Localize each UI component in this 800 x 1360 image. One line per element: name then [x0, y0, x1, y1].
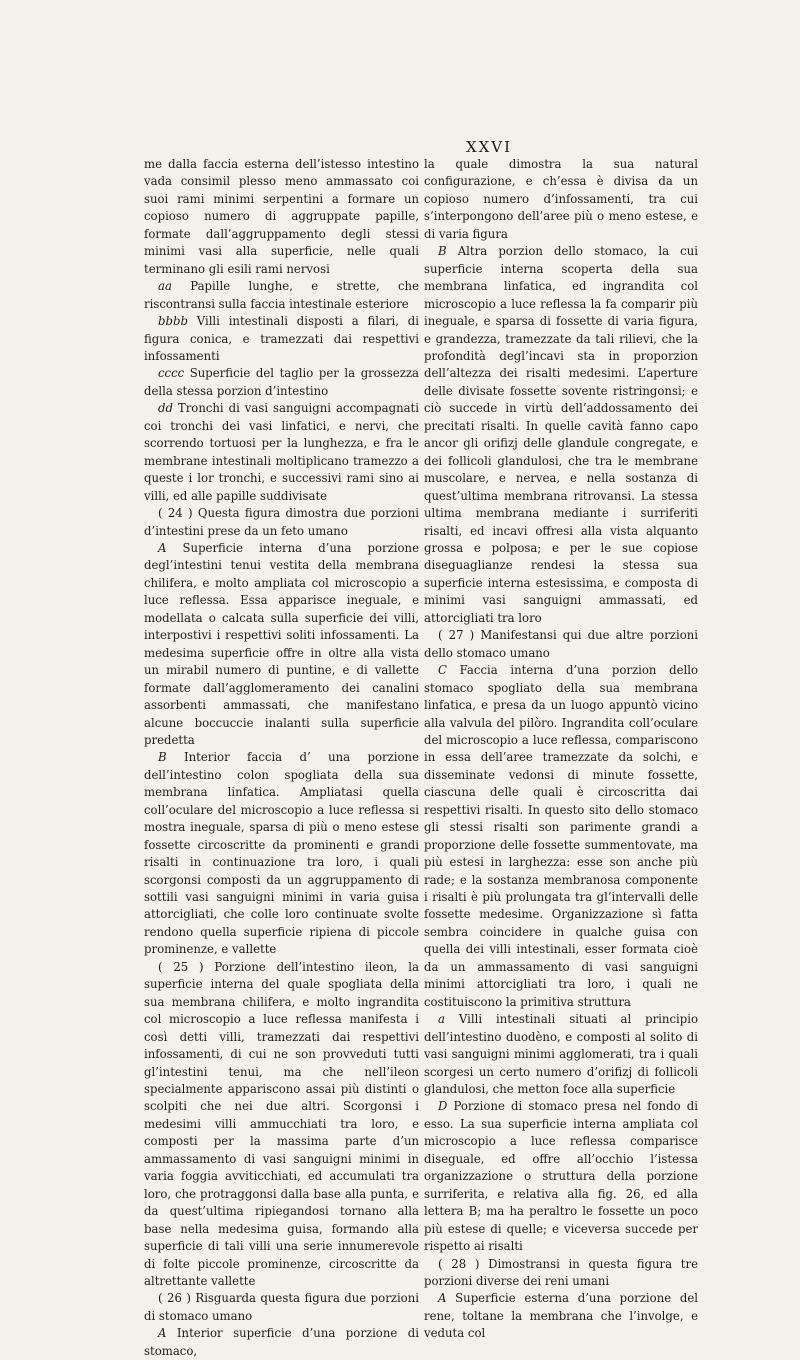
figure-letter: B	[438, 244, 447, 259]
paragraph-text: Tronchi di vasi sanguigni accompagnati coi tronchi dei vasi linfatici, e nervi, che scorrendo tortuosi per la lunghezza, e fra le membrane intestinali moltiplicano tramezzo a queste i lor tronchi, e successivi rami sino ai villi, ed alle papille suddivisate	[144, 401, 419, 503]
paragraph-text: Superficie esterna d’una porzione del rene, toltane la membrana che l’involge, e veduta col	[424, 1291, 698, 1341]
figure-letter: B	[158, 750, 167, 765]
left-column	[144, 156, 419, 1360]
paragraph	[144, 1325, 419, 1360]
paragraph	[424, 1098, 698, 1255]
paragraph	[144, 400, 419, 505]
paragraph-text: Interior faccia d’ una porzione dell’intestino colon spogliata della sua membrana linfatica. Ampliatasi quella coll’oculare del microscopio a luce reflessa si mostra ineguale, sparsa di più o meno estese fossette circoscritte da prominenti e grandi risalti in continuazione tra loro, i quali scorgonsi composti da un aggruppamento di sottili vasi sanguigni minimi in varia guisa attorcigliati, che colle loro continuate svolte rendono quella superficie ripiena di piccole prominenze, e vallette	[144, 750, 419, 957]
paragraph	[424, 1290, 698, 1342]
paragraph	[144, 540, 419, 749]
figure-letter: a	[438, 1012, 445, 1027]
paragraph	[424, 156, 698, 243]
paragraph-text: Porzione di stomaco presa nel fondo di esso. La sua superficie interna ampliata col microscopio a luce reflessa comparisce diseguale, ed offre all’occhio l’istessa organizzazione o struttura della porzione surriferita, e relativa alla fig. 26, ed alla lettera B; ma ha peraltro le fossette un poco più estese di quelle; e viceversa succede per rispetto ai risalti	[424, 1099, 698, 1254]
page-number: XXVI	[465, 138, 513, 156]
figure-letter: C	[438, 663, 447, 678]
figure-letter: A	[438, 1291, 447, 1306]
paragraph	[144, 313, 419, 365]
figure-letter: A	[158, 540, 167, 555]
paragraph-text: Superficie del taglio per la grossezza della stessa porzion d’intestino	[144, 366, 419, 398]
paragraph-text: la quale dimostra la sua natural configurazione, e ch’essa è divisa da un copioso numero d’infossamenti, tra cui s’interpongono dell’aree più o meno estese, e di varia figura	[424, 157, 698, 241]
paragraph	[144, 749, 419, 958]
figure-letter: D	[438, 1099, 448, 1114]
paragraph-text: Papille lunghe, e strette, che riscontransi sulla faccia intestinale esteriore	[144, 279, 419, 311]
figure-letter: dd	[158, 401, 173, 416]
paragraph-text: ( 28 ) Dimostransi in questa figura tre porzioni diverse dei reni umani	[424, 1256, 698, 1288]
paragraph-text: ( 25 ) Porzione dell’intestino ileon, la superficie interna del quale spogliata della sua membrana chilifera, e molto ingrandita col microscopio a luce reflessa manifesta i così detti villi, tramezzati dai respettivi infossamenti, di cui ne son provveduti tutti gl’intestini tenui, ma che nell’ileon specialmente appariscono assai più distinti o scolpiti che nei due altri. Scorgonsi i medesimi villi ammucchiati tra loro, e composti per la massima parte d’un ammassamento di vasi sanguigni minimi in varia foggia avviticchiati, ed accumulati tra loro, che protraggonsi dalla base alla punta, e da quest’ultima ripiegandosi tornano alla base nella medesima guisa, formando alla superficie di tali villi una serie innumerevole di folte piccole prominenze, circoscritte da altrettante vallette	[144, 959, 419, 1288]
paragraph-text: Faccia interna d’una porzion dello stomaco spogliato della sua membrana linfatica, e presa da un luogo appuntò vicino alla valvula del pilòro. Ingrandita coll’oculare del microscopio a luce reflessa, compariscono in essa dell’aree tramezzate da solchi, e disseminate vedonsi di minute fossette, ciascuna delle quali è circoscritta dai respettivi risalti. In questo sito dello stomaco gli stessi risalti son parimente grandi a proporzione delle fossette summentovate, ma più estesi in larghezza: esse son anche più rade; e la sostanza membranosa componente i risalti è più prolungata tra gl’intervalli delle fossette medesime. Organizzazione sì fatta sembra coincidere in qualche guisa con quella dei villi intestinali, esser formata cioè da un ammassamento di vasi sanguigni minimi attorcigliati tra loro, i quali ne costituiscono la primitiva struttura	[424, 663, 698, 1009]
paragraph-text: me dalla faccia esterna dell’istesso intestino vada consimil plesso meno ammassato coi suoi rami minimi serpentini a formare un copioso numero di aggruppate papille, formate dall’aggruppamento degli stessi minimi vasi alla superficie, nelle quali terminano gli esili rami nervosi	[144, 157, 419, 276]
paragraph-text: Villi intestinali situati al principio dell’intestino duodèno, e composti al solito di vasi sanguigni minimi agglomerati, tra i quali scorgesi un certo numero d’orifizj di follicoli glandulosi, che metton foce alla superficie	[424, 1012, 698, 1097]
paragraph-text: ( 24 ) Questa figura dimostra due porzioni d’intestini prese da un feto umano	[144, 506, 419, 538]
paragraph-text: Interior superficie d’una porzione di stomaco,	[144, 1326, 419, 1358]
paragraph	[144, 1290, 419, 1325]
paragraph	[144, 156, 419, 278]
paragraph	[424, 662, 698, 1011]
paragraph	[424, 243, 698, 627]
right-column	[424, 156, 698, 1343]
paragraph	[144, 365, 419, 400]
paragraph	[144, 959, 419, 1291]
paragraph-text: Villi intestinali disposti a filari, di figura conica, e tramezzati dai respettivi infossamenti	[144, 314, 419, 363]
paragraph	[144, 278, 419, 313]
paragraph	[424, 627, 698, 662]
paragraph-text: Superficie interna d’una porzione degl’intestini tenui vestita della membrana chilifera, e molto ampliata col microscopio a luce reflessa. Essa apparisce ineguale, e modellata o calcata sulla superficie dei villi, interpostivi i respettivi soliti infossamenti. La medesima superficie offre in oltre alla vista un mirabil numero di puntine, e di vallette formate dall’agglomeramento dei canalini assorbenti ammassati, che manifestano alcune boccuccie inalanti sulla superficie predetta	[144, 540, 419, 747]
paragraph	[424, 1011, 698, 1098]
paragraph-text: Altra porzion dello stomaco, la cui superficie interna scoperta della sua membrana linfatica, ed ingrandita col microscopio a luce reflessa la fa comparir più ineguale, e sparsa di fossette di varia figura, e grandezza, tramezzate da tali rilievi, che la profondità degl’incavi sta in proporzion dell’altezza dei risalti medesimi. L’aperture delle divisate fossette sovente ristringonsi; e ciò succede in virtù dell’addossamento dei precitati risalti. In quelle cavità fanno capo ancor gli orifizj delle glandule congregate, e dei follicoli glandulosi, che tra le membrane muscolare, e nervea, e nella sostanza di quest’ultima membrana ritrovansi. La stessa ultima membrana mediante i surriferiti risalti, ed incavi offresi alla vista alquanto grossa e polposa; e per le sue copiose diseguaglianze rendesi la stessa sua superficie interna estesissima, e composta di minimi vasi sanguigni ammassati, ed attorcigliati tra loro	[424, 244, 698, 625]
paragraph-text: ( 27 ) Manifestansi qui due altre porzioni dello stomaco umano	[424, 628, 698, 660]
paragraph	[144, 505, 419, 540]
figure-letter: A	[158, 1326, 167, 1341]
paragraph-text: ( 26 ) Risguarda questa figura due porzioni di stomaco umano	[144, 1291, 419, 1323]
figure-letter: bbbb	[158, 314, 188, 329]
paragraph	[424, 1256, 698, 1291]
figure-letter: aa	[158, 279, 172, 294]
figure-letter: cccc	[158, 366, 185, 381]
